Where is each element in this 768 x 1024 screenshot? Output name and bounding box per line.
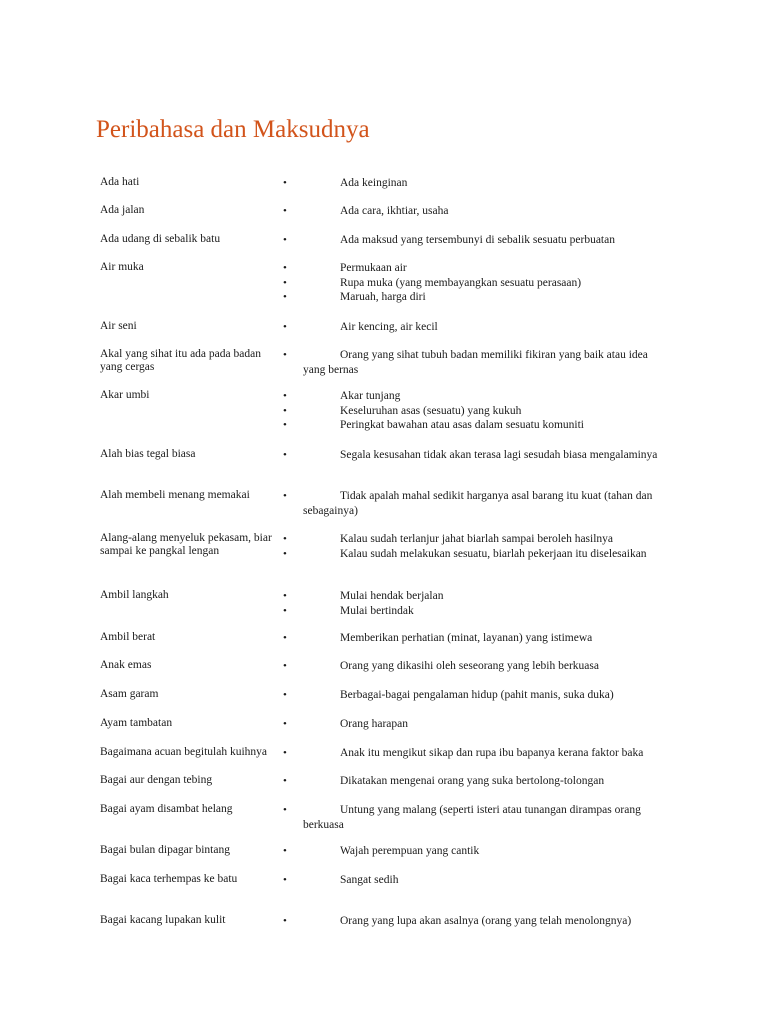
- bullet-icon: •: [283, 775, 287, 787]
- meaning-item: [100, 589, 680, 604]
- proverb-term: Alah bias tegal biasa: [100, 448, 196, 460]
- meaning-item: [100, 389, 680, 404]
- meaning-item: [100, 914, 680, 929]
- meaning-text: Orang yang dikasihi oleh seseorang yang lebih berkuasa: [340, 660, 599, 672]
- meaning-item: [100, 233, 680, 248]
- meaning-list: [100, 261, 680, 305]
- meaning-text: Ada cara, ikhtiar, usaha: [340, 205, 449, 217]
- meaning-text: Untung yang malang (seperti isteri atau tunangan dirampas orang berkuasa: [303, 804, 641, 831]
- meaning-item: [100, 276, 680, 291]
- meaning-text: Kalau sudah terlanjur jahat biarlah sampai beroleh hasilnya: [340, 533, 614, 545]
- proverb-term: Ada udang di sebalik batu: [100, 233, 221, 245]
- meaning-item: [100, 717, 680, 732]
- meaning-text: Wajah perempuan yang cantik: [340, 845, 480, 857]
- meaning-item: [100, 631, 680, 646]
- proverb-term: Ambil berat: [100, 631, 156, 643]
- meaning-text: Memberikan perhatian (minat, layanan) yang istimewa: [340, 632, 593, 644]
- bullet-icon: •: [283, 291, 287, 303]
- bullet-icon: •: [283, 874, 287, 886]
- meaning-item: [100, 532, 680, 547]
- proverb-term: Akal yang sihat itu ada pada badan yang cergas: [100, 348, 261, 373]
- bullet-icon: •: [283, 321, 287, 333]
- proverb-term: Akar umbi: [100, 389, 150, 401]
- bullet-icon: •: [283, 234, 287, 246]
- meaning-list: [100, 717, 680, 732]
- meaning-text: Mulai hendak berjalan: [340, 590, 444, 602]
- bullet-icon: •: [283, 547, 287, 560]
- meaning-item: [100, 547, 680, 562]
- meaning-list: [100, 448, 680, 463]
- meaning-text: Permukaan air: [340, 262, 407, 274]
- bullet-icon: •: [283, 660, 287, 672]
- meaning-item: [100, 404, 680, 419]
- bullet-icon: •: [283, 747, 287, 759]
- meaning-list: [100, 320, 680, 335]
- bullet-icon: •: [283, 276, 287, 289]
- proverb-term: Anak emas: [100, 659, 152, 671]
- meaning-list: [100, 803, 680, 832]
- proverb-term: Bagai ayam disambat helang: [100, 803, 233, 815]
- meaning-list: [100, 873, 680, 888]
- proverb-term: Air seni: [100, 320, 137, 332]
- meaning-list: [100, 348, 680, 377]
- meaning-text: Rupa muka (yang membayangkan sesuatu perasaan): [340, 276, 582, 289]
- meaning-item: [100, 803, 680, 832]
- bullet-icon: •: [283, 915, 287, 927]
- meaning-text: Ada keinginan: [340, 177, 408, 189]
- meaning-text: Orang yang sihat tubuh badan memiliki fikiran yang baik atau idea yang bernas: [303, 349, 648, 376]
- meaning-text: Air kencing, air kecil: [340, 321, 438, 333]
- meaning-text: Anak itu mengikut sikap dan rupa ibu bapanya kerana faktor baka: [340, 747, 644, 759]
- bullet-icon: •: [283, 845, 287, 857]
- bullet-icon: •: [283, 590, 287, 602]
- bullet-icon: •: [283, 404, 287, 417]
- proverb-term: Bagai kacang lupakan kulit: [100, 914, 226, 926]
- bullet-icon: •: [283, 804, 287, 816]
- meaning-list: [100, 204, 680, 219]
- document-title: Peribahasa dan Maksudnya: [96, 116, 370, 143]
- proverb-term: Asam garam: [100, 688, 159, 700]
- meaning-text: Maruah, harga diri: [340, 291, 426, 303]
- meaning-list: [100, 589, 680, 618]
- bullet-icon: •: [283, 262, 287, 274]
- meaning-item: [100, 320, 680, 335]
- meaning-item: [100, 176, 680, 191]
- bullet-icon: •: [283, 632, 287, 644]
- meaning-item: [100, 348, 680, 377]
- meaning-item: [100, 261, 680, 276]
- proverb-term: Bagai kaca terhempas ke batu: [100, 873, 238, 885]
- meaning-item: [100, 604, 680, 619]
- bullet-icon: •: [283, 349, 287, 361]
- meaning-list: [100, 659, 680, 674]
- meaning-text: Tidak apalah mahal sedikit harganya asal barang itu kuat (tahan dan sebagainya): [303, 490, 653, 517]
- meaning-item: [100, 873, 680, 888]
- meaning-text: Segala kesusahan tidak akan terasa lagi sesudah biasa mengalaminya: [340, 449, 658, 461]
- bullet-icon: •: [283, 419, 287, 431]
- meaning-item: [100, 774, 680, 789]
- meaning-item: [100, 489, 680, 518]
- meaning-item: [100, 844, 680, 859]
- meaning-item: [100, 290, 680, 305]
- proverb-term: Ambil langkah: [100, 589, 169, 601]
- meaning-text: Keseluruhan asas (sesuatu) yang kukuh: [340, 404, 522, 417]
- proverb-term: Alah membeli menang memakai: [100, 489, 250, 501]
- meaning-item: [100, 746, 680, 761]
- meaning-list: [100, 532, 680, 561]
- meaning-text: Dikatakan mengenai orang yang suka bertolong-tolongan: [340, 775, 605, 787]
- bullet-icon: •: [283, 718, 287, 730]
- meaning-list: [100, 914, 680, 929]
- proverb-term: Air muka: [100, 261, 144, 273]
- bullet-icon: •: [283, 490, 287, 502]
- bullet-icon: •: [283, 449, 287, 461]
- proverb-term: Bagaimana acuan begitulah kuihnya: [100, 746, 268, 758]
- meaning-item: [100, 659, 680, 674]
- bullet-icon: •: [283, 604, 287, 617]
- proverb-term: Bagai bulan dipagar bintang: [100, 844, 230, 856]
- meaning-text: Mulai bertindak: [340, 604, 414, 617]
- meaning-list: [100, 631, 680, 646]
- meaning-list: [100, 489, 680, 518]
- meaning-list: [100, 176, 680, 191]
- meaning-text: Sangat sedih: [340, 874, 399, 886]
- proverb-term: Alang-alang menyeluk pekasam, biar sampai ke pangkal lengan: [100, 532, 272, 557]
- bullet-icon: •: [283, 689, 287, 701]
- proverb-term: Ada jalan: [100, 204, 145, 216]
- meaning-item: [100, 204, 680, 219]
- meaning-text: Akar tunjang: [340, 390, 401, 402]
- meaning-text: Orang harapan: [340, 718, 409, 730]
- bullet-icon: •: [283, 533, 287, 545]
- meaning-item: [100, 418, 680, 433]
- bullet-icon: •: [283, 205, 287, 217]
- proverb-term: Ayam tambatan: [100, 717, 173, 729]
- meaning-list: [100, 688, 680, 703]
- meaning-item: [100, 688, 680, 703]
- meaning-list: [100, 844, 680, 859]
- meaning-list: [100, 746, 680, 761]
- meaning-list: [100, 389, 680, 433]
- bullet-icon: •: [283, 177, 287, 189]
- proverb-term: Ada hati: [100, 176, 140, 188]
- meaning-text: Kalau sudah melakukan sesuatu, biarlah pekerjaan itu diselesaikan: [340, 547, 647, 560]
- meaning-item: [100, 448, 680, 463]
- meaning-text: Berbagai-bagai pengalaman hidup (pahit manis, suka duka): [340, 689, 614, 701]
- meaning-list: [100, 233, 680, 248]
- meaning-list: [100, 774, 680, 789]
- meaning-text: Peringkat bawahan atau asas dalam sesuatu komuniti: [340, 419, 584, 431]
- meaning-text: Orang yang lupa akan asalnya (orang yang telah menolongnya): [340, 915, 632, 927]
- bullet-icon: •: [283, 390, 287, 402]
- proverb-term: Bagai aur dengan tebing: [100, 774, 213, 786]
- meaning-text: Ada maksud yang tersembunyi di sebalik sesuatu perbuatan: [340, 234, 615, 246]
